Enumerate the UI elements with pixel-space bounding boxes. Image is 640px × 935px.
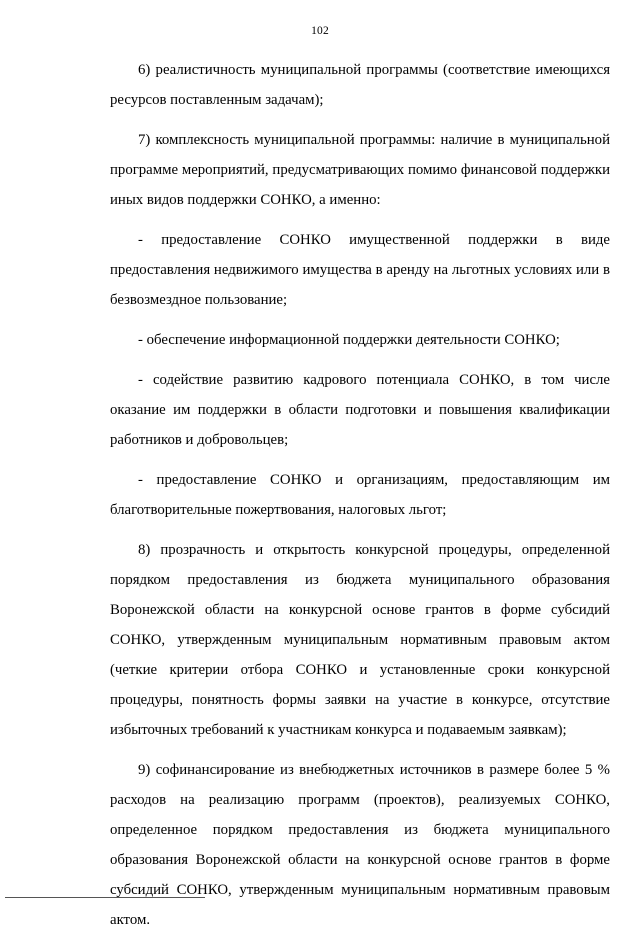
page-number: 102 [311,25,329,37]
paragraph-criterion-7: 7) комплексность муниципальной программы: наличие в муниципальной программе мероприятий, предусматривающих помимо финансовой поддержки иных видов поддержки СОНКО, а именно: [110,132,610,208]
paragraph-tax-benefits: - предоставление СОНКО и организациям, предоставляющим им благотворительные пожертвования, налоговых льгот; [110,472,610,518]
document-body [110,55,610,935]
paragraph-personnel-support: - содействие развитию кадрового потенциала СОНКО, в том числе оказание им поддержки в области подготовки и повышения квалификации работников и добровольцев; [110,372,610,448]
paragraph-property-support: - предоставление СОНКО имущественной поддержки в виде предоставления недвижимого имущества в аренду на льготных условиях или в безвозмездное пользование; [110,232,610,308]
paragraph-criterion-6: 6) реалистичность муниципальной программы (соответствие имеющихся ресурсов поставленным задачам); [110,62,610,108]
paragraph-criterion-9: 9) софинансирование из внебюджетных источников в размере более 5 % расходов на реализацию программ (проектов), реализуемых СОНКО, определенное порядком предоставления из бюджета муниципального образования Воронежской области на конкурсной основе грантов в форме субсидий СОНКО, утвержденным муниципальным нормативным правовым актом. [110,762,610,928]
paragraph-information-support: - обеспечение информационной поддержки деятельности СОНКО; [138,332,560,348]
paragraph-criterion-8: 8) прозрачность и открытость конкурсной процедуры, определенной порядком предоставления из бюджета муниципального образования Воронежской области на конкурсной основе грантов в форме субсидий СОНКО, утвержденным муниципальным нормативным правовым актом (четкие критерии отбора СОНКО и установленные сроки конкурсной процедуры, понятность формы заявки на участие в конкурсе, отсутствие избыточных требований к участникам конкурса и подаваемым заявкам); [110,542,610,738]
footer-divider [5,897,205,898]
